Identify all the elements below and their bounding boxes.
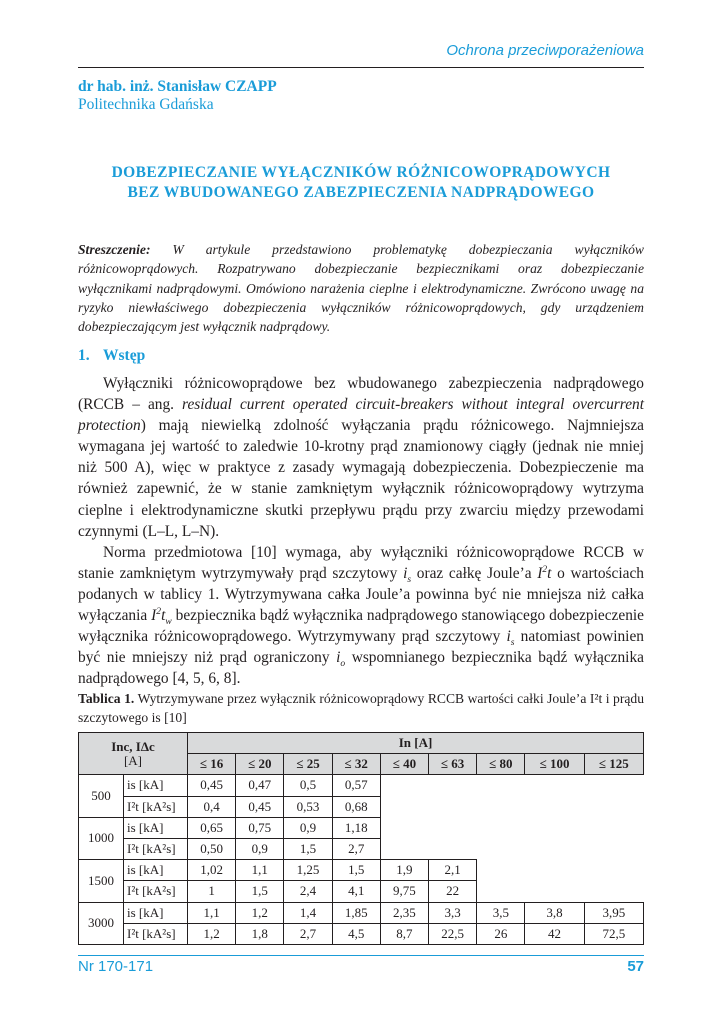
table-cell: 4,1 — [332, 881, 380, 902]
p2-text-c: o wartościach podanych w tablicy 1. Wytrzymywana całka Joule’a powinna być nie mniejsza niż całka wyłączania — [78, 564, 644, 625]
sym-io: $i_o$ — [336, 649, 346, 670]
table-cell: 0,50 — [188, 838, 236, 859]
table-cell: 1,1 — [236, 860, 284, 881]
table-column-header: ≤ 125 — [584, 754, 643, 775]
article-title — [78, 163, 644, 203]
table-cell: 3,8 — [525, 902, 584, 923]
table-column-header: ≤ 16 — [188, 754, 236, 775]
table-cell: 0,45 — [188, 775, 236, 796]
table-cell: 4,5 — [332, 923, 380, 944]
abstract-text: W artykule przedstawiono problematykę dobezpieczania wyłączników różnicowoprądowych. Rozpatrywano dobezpieczanie bezpiecznikami oraz dobezpieczanie wyłącznikami nadprądowymi. Omówiono narażenia cieplne i elektrodynamiczne. Zwrócono uwagę na ryzyko niewłaściwego dobezpieczenia wyłączników różnicowoprądowych, gdy urządzeniem dobezpieczającym jest wyłącznik nadprądowy. — [78, 242, 644, 335]
table-cell: 1,5 — [284, 838, 332, 859]
table-cell: 0,9 — [236, 838, 284, 859]
table-column-header: ≤ 40 — [380, 754, 428, 775]
table-column-header: ≤ 63 — [429, 754, 477, 775]
sym-i2tw: $I^2t_w$ — [151, 605, 172, 628]
body-text — [78, 373, 644, 689]
table-cell: 0,57 — [332, 775, 380, 796]
table-cell: 1,85 — [332, 902, 380, 923]
table-cell: 0,75 — [236, 817, 284, 838]
table-header-row — [79, 733, 644, 754]
abstract-label: Streszczenie: — [78, 242, 151, 257]
table-quantity-label: is [kA] — [124, 902, 188, 923]
table-cell: 1,2 — [236, 902, 284, 923]
footer-rule — [78, 955, 644, 956]
table-cell: 2,7 — [332, 838, 380, 859]
table-cell: 0,4 — [188, 796, 236, 817]
table-cell: 3,5 — [477, 902, 525, 923]
table-cell: 1,25 — [284, 860, 332, 881]
table-inc-cell: 1500 — [79, 860, 124, 902]
table-inc-cell: 500 — [79, 775, 124, 817]
paragraph-2 — [78, 542, 644, 690]
table-cell: 2,7 — [284, 923, 332, 944]
table-quantity-label: I²t [kA²s] — [124, 796, 188, 817]
table-cell: 22 — [429, 881, 477, 902]
table-cell: 1,4 — [284, 902, 332, 923]
p2-text-d: bezpiecznika bądź wyłącznika nadprądowego stanowiącego dobezpieczenie wyłącznika różnicowoprądowego. Wytrzymywany prąd szczytowy — [78, 607, 644, 646]
corner-unit: [A] — [123, 752, 143, 768]
table-cell: 3,95 — [584, 902, 643, 923]
p2-text-b: oraz całkę Joule’a — [411, 564, 538, 582]
p1-text-a: Wyłączniki różnicowoprądowe bez wbudowanego zabezpieczenia nadprądowego (RCCB – ang. — [78, 375, 644, 414]
author-name: dr hab. inż. Stanisław CZAPP — [78, 78, 277, 95]
p2-text-a: Norma przedmiotowa [10] wymaga, aby wyłączniki różnicowoprądowe RCCB w stanie zamkniętym wytrzymywały prąd szczytowy — [78, 543, 644, 582]
table-quantity-label: is [kA] — [124, 775, 188, 796]
table-inc-cell: 3000 — [79, 902, 124, 944]
table-cell: 1,5 — [236, 881, 284, 902]
table-cell: 0,47 — [236, 775, 284, 796]
table-cell: 1,5 — [332, 860, 380, 881]
table-column-header: ≤ 25 — [284, 754, 332, 775]
table-row — [79, 923, 644, 944]
table-empty-area — [380, 775, 643, 817]
table-group-header: In [A] — [188, 733, 644, 754]
sym-is-2: $i_s$ — [506, 628, 515, 649]
table-cell: 2,4 — [284, 881, 332, 902]
p1-text-b: ) mają niewielką zdolność wyłączania prądu różnicowego. Najmniejsza wymagana jej wartość to zaledwie 10-krotny prąd znamionowy ciągły (jednak nie mniej niż 500 A), więc w praktyce z zasady wymagają dobezpieczenia. Dobezpieczenie ma również zapewnić, że w stanie zamkniętym wyłącznik różnicowoprądowy wytrzyma cieplne i elektrodynamiczne skutki przepływu prądu przy zwarciu między przewodami czynnymi (L–L, L–N). — [78, 417, 644, 540]
author-affiliation: Politechnika Gdańska — [78, 96, 214, 113]
table-column-header: ≤ 20 — [236, 754, 284, 775]
issue-number: Nr 170-171 — [78, 958, 154, 975]
table-cell: 0,5 — [284, 775, 332, 796]
table-row — [79, 860, 644, 881]
table-cell: 1,2 — [188, 923, 236, 944]
table-row — [79, 775, 644, 796]
table-cell: 0,68 — [332, 796, 380, 817]
header-rule — [78, 67, 644, 68]
section-title: Wstęp — [103, 347, 146, 364]
sym-i2t: $I^2t$ — [537, 563, 552, 582]
table-cell: 1 — [188, 881, 236, 902]
table-cell: 1,1 — [188, 902, 236, 923]
title-line-1: DOBEZPIECZANIE WYŁĄCZNIKÓW RÓŻNICOWOPRĄDOWYCH — [111, 164, 611, 181]
table-column-header: ≤ 80 — [477, 754, 525, 775]
table-cell: 3,3 — [429, 902, 477, 923]
table-row — [79, 817, 644, 838]
table-cell: 0,45 — [236, 796, 284, 817]
title-line-2: BEZ WBUDOWANEGO ZABEZPIECZENIA NADPRĄDOWEGO — [127, 184, 595, 201]
table-quantity-label: I²t [kA²s] — [124, 838, 188, 859]
table-cell: 0,53 — [284, 796, 332, 817]
table-caption — [78, 689, 644, 728]
paragraph-1 — [78, 373, 644, 542]
table-cell: 0,65 — [188, 817, 236, 838]
corner-label: Inc, IΔc — [111, 738, 155, 754]
table-column-header: ≤ 32 — [332, 754, 380, 775]
sym-is: $i_s$ — [403, 564, 412, 585]
table-cell: 2,1 — [429, 860, 477, 881]
table-cell: 1,8 — [236, 923, 284, 944]
table-cell: 2,35 — [380, 902, 428, 923]
section-number: 1. — [78, 347, 90, 364]
table-cell: 1,9 — [380, 860, 428, 881]
table-cell: 22,5 — [429, 923, 477, 944]
table-cell: 1,18 — [332, 817, 380, 838]
table-column-header: ≤ 100 — [525, 754, 584, 775]
table-cell: 0,9 — [284, 817, 332, 838]
table-cell: 72,5 — [584, 923, 643, 944]
p2-text-e: natomiast powinien być nie mniejszy niż prąd ograniczony — [78, 628, 644, 667]
rccb-withstand-table — [78, 732, 644, 945]
table-quantity-label: I²t [kA²s] — [124, 923, 188, 944]
running-header: Ochrona przeciwporażeniowa — [446, 42, 644, 59]
page-number: 57 — [627, 958, 644, 975]
abstract — [78, 240, 644, 336]
p2-text-f: wspomnianego bezpiecznika bądź wyłącznika nadprądowego [4, 5, 6, 8]. — [78, 649, 644, 688]
table-cell: 26 — [477, 923, 525, 944]
table-quantity-label: is [kA] — [124, 860, 188, 881]
table-cell: 9,75 — [380, 881, 428, 902]
table-caption-label: Tablica 1. — [78, 691, 135, 706]
table-cell: 8,7 — [380, 923, 428, 944]
table-caption-text: Wytrzymywane przez wyłącznik różnicowoprądowy RCCB wartości całki Joule’a I²t i prądu szczytowego is [10] — [78, 691, 645, 726]
table-cell: 1,02 — [188, 860, 236, 881]
table-quantity-label: is [kA] — [124, 817, 188, 838]
table-corner-header — [79, 733, 188, 775]
section-heading — [78, 347, 145, 365]
p1-italic-term: residual current operated circuit-breakers without integral overcurrent protection — [78, 396, 644, 435]
table-inc-cell: 1000 — [79, 817, 124, 859]
table-quantity-label: I²t [kA²s] — [124, 881, 188, 902]
table-empty-area — [380, 817, 643, 859]
table-cell: 42 — [525, 923, 584, 944]
table-empty-area — [477, 860, 644, 902]
table-row — [79, 902, 644, 923]
